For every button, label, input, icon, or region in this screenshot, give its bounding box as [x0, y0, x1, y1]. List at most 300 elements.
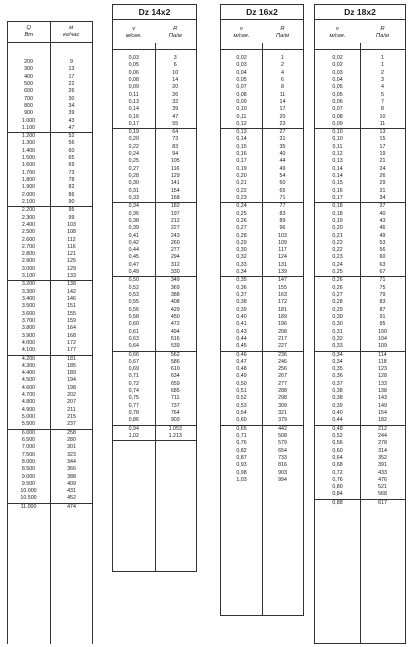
cell-second: 65 — [68, 155, 75, 162]
cell-second: 155 — [278, 284, 287, 291]
cell-second: 22 — [68, 80, 75, 87]
cell-second: 189 — [278, 313, 287, 320]
table-row — [113, 211, 196, 218]
cell-first: 8.500 — [21, 466, 36, 473]
table-row — [113, 299, 196, 306]
table-row — [113, 158, 196, 165]
table-row — [221, 388, 303, 395]
cell-first: 3.300 — [21, 288, 36, 295]
cell-second: 617 — [378, 499, 387, 506]
table-row — [113, 359, 196, 366]
cell-first: 0,80 — [332, 484, 343, 491]
cell-first: 0,28 — [236, 232, 247, 239]
table-row — [221, 151, 303, 158]
table-row — [221, 136, 303, 143]
table-row — [113, 151, 196, 158]
cell-first: 0,22 — [332, 239, 343, 246]
table-row — [221, 440, 303, 447]
table-row — [315, 484, 405, 491]
cell-first: 0,24 — [332, 261, 343, 268]
cell-second: 117 — [278, 247, 287, 254]
cell-first: 0,34 — [236, 269, 247, 276]
cell-first: 0,14 — [332, 165, 343, 172]
table-row — [315, 299, 405, 306]
table-row — [113, 254, 196, 261]
table-row — [113, 336, 196, 343]
cell-first: 0,05 — [332, 91, 343, 98]
cell-first: 1,03 — [236, 476, 247, 483]
table-row — [221, 70, 303, 77]
table-row — [113, 329, 196, 336]
dz18-rows — [315, 55, 405, 507]
header-m-symbol: м — [69, 25, 74, 31]
cell-first: 0,36 — [236, 284, 247, 291]
cell-first: 0,15 — [332, 180, 343, 187]
cell-first: 0,08 — [236, 91, 247, 98]
cell-first: 0,10 — [332, 129, 343, 136]
table-row — [315, 470, 405, 477]
cell-first: 0,17 — [128, 120, 139, 127]
cell-second: 133 — [378, 380, 387, 387]
cell-first: 5.500 — [21, 421, 36, 428]
cell-first: 0,69 — [128, 366, 139, 373]
cell-second: 96 — [279, 225, 286, 232]
cell-second: 24 — [379, 165, 386, 172]
cell-first: 0,31 — [332, 328, 343, 335]
table-row — [221, 277, 303, 284]
cell-first: 0,03 — [332, 69, 343, 76]
table-row — [315, 218, 405, 225]
cell-first: 700 — [24, 95, 33, 102]
cell-second: 610 — [170, 366, 180, 373]
table-row — [113, 240, 196, 247]
table-row — [113, 321, 196, 328]
cell-second: 146 — [67, 296, 76, 302]
cell-second: 40 — [279, 151, 286, 158]
dz14-header — [113, 22, 196, 44]
cell-first: 0,18 — [332, 203, 343, 210]
cell-first: 2.200 — [21, 207, 36, 214]
cell-first: 10.500 — [20, 495, 37, 502]
table-border-right — [92, 21, 93, 644]
table-row — [315, 151, 405, 158]
table-row — [315, 173, 405, 180]
table-row — [221, 203, 303, 210]
cell-first: 0,45 — [128, 254, 139, 261]
cell-second: 1 — [381, 55, 384, 61]
cell-second: 26 — [172, 91, 179, 98]
cell-second: 181 — [67, 355, 76, 362]
cell-first: 0,66 — [128, 351, 139, 358]
table-row — [315, 262, 405, 269]
cell-second: 659 — [170, 380, 180, 387]
cell-first: 0,45 — [236, 343, 247, 350]
cell-first: 0,24 — [128, 151, 139, 158]
table-row — [221, 477, 303, 484]
cell-first: 0,75 — [128, 395, 139, 402]
cell-second: 227 — [170, 225, 180, 232]
cell-first: 0,87 — [236, 454, 247, 461]
cell-second: 13 — [68, 66, 75, 73]
cell-second: 139 — [278, 269, 287, 276]
cell-first: 0,61 — [128, 328, 139, 335]
table-row — [113, 373, 196, 380]
cell-first: 0,44 — [128, 247, 139, 254]
cell-second: 352 — [378, 454, 387, 461]
dz18-table — [314, 4, 406, 644]
cell-first: 0,60 — [128, 321, 139, 328]
cell-second: 208 — [278, 328, 287, 335]
cell-first: 0,32 — [236, 254, 247, 261]
cell-first: 0,16 — [332, 187, 343, 194]
cell-first: 0,09 — [332, 120, 343, 127]
cell-second: 194 — [67, 377, 76, 384]
cell-second: 1.053 — [168, 425, 182, 432]
table-row — [315, 388, 405, 395]
table-row — [315, 166, 405, 173]
cell-second: 53 — [379, 239, 386, 246]
cell-first: 0,17 — [332, 194, 343, 201]
cell-first: 0,26 — [332, 277, 343, 284]
cell-first: 0,39 — [128, 225, 139, 232]
table-row — [315, 62, 405, 69]
cell-first: 0,65 — [236, 425, 247, 432]
cell-second: 431 — [67, 488, 76, 495]
table-row — [221, 359, 303, 366]
cell-second: 34 — [379, 194, 386, 201]
cell-first: 2.000 — [21, 191, 36, 198]
dz18-header — [315, 22, 405, 44]
table-row — [113, 106, 196, 113]
table-row — [315, 462, 405, 469]
cell-second: 79 — [379, 292, 386, 298]
cell-second: 10 — [172, 69, 179, 76]
cell-second: 4 — [281, 69, 284, 76]
table-row — [221, 426, 303, 433]
cell-first: 0,19 — [332, 217, 343, 224]
table-row — [221, 462, 303, 469]
cell-first: 5.000 — [21, 414, 36, 420]
cell-first: 0,34 — [128, 203, 139, 210]
cell-second: 86 — [68, 191, 75, 198]
table-row — [221, 343, 303, 350]
cell-second: 40 — [379, 210, 386, 217]
cell-second: 8 — [381, 106, 384, 113]
cell-first: 10.000 — [20, 488, 37, 495]
header-q — [7, 21, 51, 43]
cell-first: 0,35 — [236, 277, 247, 284]
header-q-symbol: Q — [26, 25, 31, 31]
cell-first: 0,63 — [128, 335, 139, 342]
cell-second: 539 — [170, 343, 180, 350]
cell-first: 2.100 — [21, 198, 36, 205]
cell-first: 0,77 — [128, 402, 139, 409]
cell-second: 323 — [67, 451, 76, 458]
cell-first: 0,10 — [332, 136, 343, 143]
cell-first: 0,23 — [332, 254, 343, 261]
cell-first: 0,03 — [236, 62, 247, 69]
cell-second: 60 — [379, 254, 386, 261]
dz18-title: Dz 18x2 — [315, 5, 405, 20]
cell-first: 0,71 — [236, 432, 247, 439]
cell-second: 168 — [67, 332, 76, 339]
cell-second: 95 — [379, 321, 386, 328]
dz14-title: Dz 14x2 — [113, 5, 196, 20]
table-row — [315, 395, 405, 402]
cell-first: 0,20 — [236, 173, 247, 179]
cell-first: 0,30 — [128, 180, 139, 187]
cell-second: 433 — [378, 469, 387, 476]
cell-second: 344 — [67, 458, 76, 465]
cell-second: 10 — [379, 113, 386, 120]
table-row — [315, 477, 405, 484]
cell-second: 196 — [278, 321, 287, 328]
cell-first: 0,88 — [332, 499, 343, 506]
cell-second: 1.213 — [168, 432, 182, 439]
cell-second: 11 — [379, 120, 386, 127]
table-row — [113, 84, 196, 91]
cell-first: 0,40 — [332, 410, 343, 416]
table-row — [315, 285, 405, 292]
cell-second: 409 — [67, 480, 76, 487]
cell-first: 0,33 — [332, 343, 343, 350]
cell-first: 0,12 — [236, 120, 247, 127]
table-row — [221, 455, 303, 462]
cell-second: 211 — [67, 406, 76, 413]
cell-second: 579 — [278, 440, 287, 447]
dz14-box — [112, 4, 197, 572]
cell-first: 0,08 — [128, 76, 139, 83]
cell-first: 0,50 — [128, 277, 139, 284]
cell-first: 0,53 — [236, 402, 247, 409]
cell-first: 3.400 — [21, 296, 36, 302]
cell-first: 0,31 — [128, 187, 139, 194]
cell-second: 108 — [67, 229, 76, 236]
table-row — [221, 247, 303, 254]
cell-first: 0,11 — [236, 113, 247, 120]
table-row — [315, 211, 405, 218]
cell-second: 116 — [171, 165, 180, 172]
cell-first: 0,38 — [128, 217, 139, 224]
cell-first: 3.100 — [21, 273, 36, 280]
cell-second: 7 — [381, 98, 384, 105]
table-row — [221, 292, 303, 299]
cell-first: 0,48 — [332, 425, 343, 432]
cell-second: 83 — [279, 210, 286, 217]
cell-first: 0,43 — [236, 328, 247, 335]
table-row — [113, 136, 196, 143]
cell-first: 0,11 — [332, 143, 343, 150]
cell-first: 0,86 — [128, 417, 139, 424]
cell-second: 168 — [170, 194, 180, 201]
table-row — [315, 254, 405, 261]
table-row — [221, 321, 303, 328]
cell-second: 123 — [378, 366, 387, 373]
cell-second: 1 — [281, 55, 284, 61]
cell-second: 43 — [68, 117, 75, 124]
cell-first: 0,47 — [236, 358, 247, 365]
cell-first: 0,94 — [128, 425, 139, 432]
cell-first: 0,11 — [128, 91, 139, 98]
cell-second: 82 — [68, 184, 75, 191]
table-row — [221, 352, 303, 359]
cell-first: 11.000 — [20, 503, 37, 510]
cell-first: 0,36 — [332, 373, 343, 380]
cell-first: 0,22 — [236, 187, 247, 194]
cell-first: 0,33 — [236, 261, 247, 268]
cell-second: 212 — [170, 217, 180, 224]
table-row — [315, 292, 405, 299]
table-row — [221, 114, 303, 121]
table-row — [221, 55, 303, 62]
header-r: R Па/м — [168, 26, 182, 39]
table-row — [221, 285, 303, 292]
cell-second: 6 — [281, 76, 284, 83]
cell-first: 0,76 — [332, 476, 343, 483]
cell-second: 182 — [170, 203, 180, 210]
cell-second: 256 — [278, 366, 287, 373]
table-row — [221, 410, 303, 417]
cell-second: 89 — [279, 217, 286, 224]
cell-first: 7.000 — [21, 444, 36, 451]
cell-second: 634 — [170, 373, 180, 380]
cell-first: 0,13 — [236, 129, 247, 136]
cell-second: 17 — [379, 143, 386, 150]
table-row — [315, 359, 405, 366]
cell-second: 75 — [379, 284, 386, 291]
table-row — [113, 366, 196, 373]
cell-first: 0,16 — [236, 151, 247, 158]
cell-second: 994 — [278, 476, 287, 483]
cell-second: 100 — [378, 328, 387, 335]
cell-first: 2.700 — [21, 243, 36, 250]
cell-second: 56 — [379, 247, 386, 254]
cell-second: 172 — [67, 339, 76, 346]
cell-second: 562 — [170, 351, 180, 358]
table-row — [113, 129, 196, 136]
cell-second: 35 — [279, 143, 286, 150]
dz16-title: Dz 16x2 — [221, 5, 303, 20]
cell-second: 172 — [278, 299, 287, 306]
cell-first: 4.700 — [21, 392, 36, 399]
cell-first: 0,25 — [236, 210, 247, 217]
cell-first: 0,27 — [128, 165, 139, 172]
table-row — [113, 388, 196, 395]
cell-first: 0,27 — [236, 225, 247, 232]
cell-first: 1.100 — [21, 124, 36, 131]
table-row — [221, 240, 303, 247]
cell-second: 20 — [172, 84, 179, 91]
cell-first: 0,26 — [332, 284, 343, 291]
cell-first: 0,58 — [128, 313, 139, 320]
table-row — [315, 188, 405, 195]
cell-first: 0,19 — [236, 165, 247, 172]
cell-first: 0,22 — [128, 143, 139, 150]
cell-first: 0,30 — [332, 313, 343, 320]
cell-second: 711 — [171, 395, 180, 402]
cell-first: 4.600 — [21, 384, 36, 391]
table-row — [221, 92, 303, 99]
cell-second: 388 — [67, 473, 76, 480]
dz16-rows — [221, 55, 303, 484]
cell-first: 2.300 — [21, 214, 36, 221]
cell-second: 494 — [170, 328, 180, 335]
cell-first: 0,17 — [236, 158, 247, 165]
cell-second: 278 — [378, 440, 387, 447]
table-row — [113, 426, 196, 433]
cell-first: 0,22 — [332, 247, 343, 254]
cell-first: 0,07 — [332, 106, 343, 113]
cell-second: 29 — [379, 180, 386, 187]
cell-first: 0,27 — [332, 292, 343, 298]
cell-second: 6 — [173, 62, 177, 69]
table-row — [113, 285, 196, 292]
table-row — [113, 233, 196, 240]
cell-first: 0,18 — [332, 210, 343, 217]
cell-second: 69 — [68, 162, 75, 169]
table-row — [113, 417, 196, 424]
cell-second: 277 — [170, 247, 180, 254]
cell-first: 400 — [24, 73, 33, 80]
header-m-unit: кг/час — [63, 32, 80, 38]
cell-second: 39 — [68, 110, 75, 117]
table-row — [315, 307, 405, 314]
cell-first: 0,54 — [236, 410, 247, 416]
cell-second: 227 — [278, 343, 287, 350]
cell-first: 1.500 — [21, 155, 36, 162]
cell-second: 83 — [172, 143, 179, 150]
table-row — [315, 92, 405, 99]
cell-first: 4.000 — [21, 339, 36, 346]
cell-second: 60 — [68, 147, 75, 154]
cell-first: 0,20 — [128, 136, 139, 143]
cell-second: 3 — [381, 76, 384, 83]
cell-first: 0,26 — [236, 217, 247, 224]
table-row — [221, 166, 303, 173]
table-row — [315, 99, 405, 106]
cell-first: 0,05 — [332, 84, 343, 91]
header-v: v м/сек. — [233, 26, 250, 39]
cell-second: 54 — [279, 173, 286, 179]
table-row — [221, 144, 303, 151]
cell-first: 0,39 — [332, 402, 343, 409]
cell-second: 442 — [278, 425, 287, 432]
table-row — [221, 173, 303, 180]
cell-second: 155 — [67, 310, 76, 317]
cell-second: 816 — [278, 462, 287, 469]
cell-first: 0,53 — [128, 292, 139, 298]
table-row — [315, 114, 405, 121]
cell-first: 0,38 — [236, 299, 247, 306]
table-row — [315, 195, 405, 202]
table-row — [113, 403, 196, 410]
cell-first: 0,16 — [128, 113, 139, 120]
table-row — [315, 247, 405, 254]
table-row — [113, 99, 196, 106]
cell-second: 31 — [379, 187, 386, 194]
table-row — [315, 403, 405, 410]
table-row — [315, 417, 405, 424]
cell-second: 258 — [67, 429, 76, 436]
cell-first: 3.600 — [21, 310, 36, 317]
cell-second: 63 — [379, 261, 386, 268]
table-row — [113, 144, 196, 151]
table-row — [113, 433, 196, 440]
cell-first: 0,52 — [128, 284, 139, 291]
cell-first: 0,49 — [128, 269, 139, 276]
cell-second: 429 — [170, 306, 180, 313]
table-row — [315, 321, 405, 328]
